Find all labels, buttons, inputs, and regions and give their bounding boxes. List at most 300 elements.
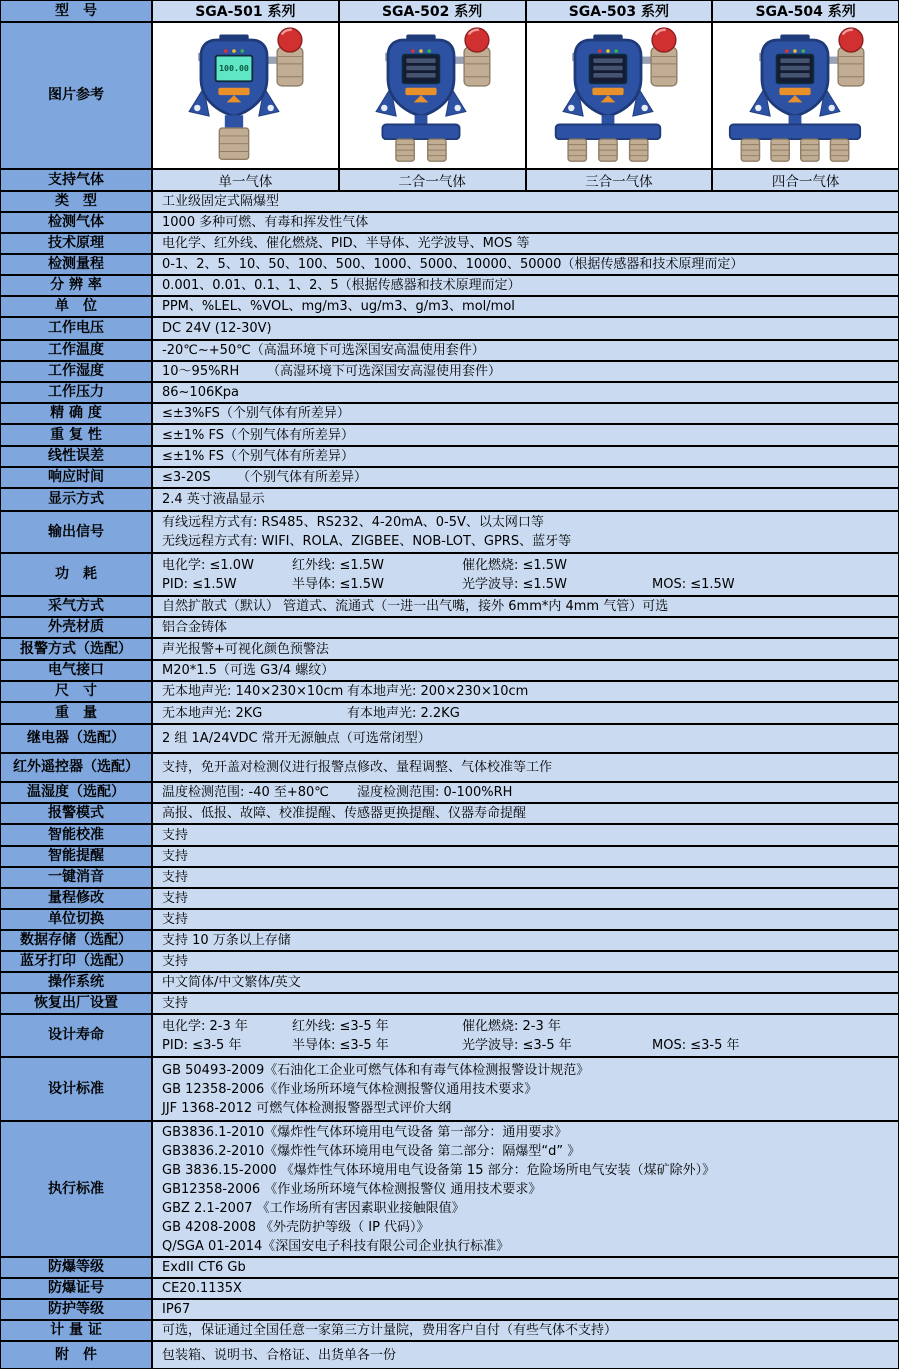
spec-row-label bbox=[1, 1015, 153, 1056]
spec-row-value bbox=[153, 1122, 898, 1256]
spec-row-value bbox=[153, 825, 898, 845]
spec-row-value bbox=[153, 425, 898, 445]
spec-row-label-text: 工作压力 bbox=[48, 384, 104, 401]
spec-row-label bbox=[1, 318, 153, 339]
spec-value-segment: 支持，免开盖对检测仪进行报警点修改、量程调整、气体校准等工作 bbox=[162, 760, 553, 775]
gas-detector-illustration bbox=[354, 27, 510, 165]
supported-gas-row bbox=[1, 170, 898, 192]
spec-row-value bbox=[153, 447, 898, 466]
spec-value-segment: -20℃~+50℃（高温环境下可选深国安高温使用套件） bbox=[162, 343, 485, 358]
spec-value-line bbox=[162, 847, 898, 866]
spec-value-segment: 有线远程方式有: RS485、RS232、4-20mA、0-5V、以太网口等 bbox=[162, 515, 544, 530]
spec-value-segment: 无线远程方式有: WIFI、ROLA、ZIGBEE、NOB-LOT、GPRS、蓝牙等 bbox=[162, 534, 572, 549]
spec-row-value bbox=[153, 682, 898, 701]
spec-row-value bbox=[153, 639, 898, 659]
spec-value-segment: ≤±1% FS（个别气体有所差异） bbox=[162, 427, 355, 443]
spec-value-segment: DC 24V (12-30V) bbox=[162, 321, 272, 336]
spec-row-label-text: 重 量 bbox=[55, 704, 97, 721]
spec-row-label-text: 量程修改 bbox=[48, 890, 104, 907]
spec-value-segment: 有本地声光: 2.2KG bbox=[347, 705, 460, 721]
spec-value-segment: 支持 bbox=[162, 912, 189, 927]
spec-row-label bbox=[1, 597, 153, 616]
spec-row-value bbox=[153, 973, 898, 992]
spec-row bbox=[1, 255, 898, 276]
spec-row-label bbox=[1, 1279, 153, 1298]
spec-row-value bbox=[153, 341, 898, 360]
model-name-cell: SGA-501 系列 bbox=[153, 1, 340, 21]
spec-value-line bbox=[162, 994, 898, 1013]
spec-value-segment: 电化学: 2-3 年 bbox=[162, 1018, 248, 1034]
spec-row-label-text: 设计寿命 bbox=[48, 1027, 104, 1044]
device-image-cell bbox=[527, 23, 714, 168]
spec-value-segment: GB 4208-2008 《外壳防护等级（ IP 代码）》 bbox=[162, 1219, 430, 1235]
spec-row-label bbox=[1, 618, 153, 637]
spec-row bbox=[1, 868, 898, 889]
spec-value-segment: 催化燃烧: ≤1.5W bbox=[462, 557, 567, 573]
spec-value-segment: GB 12358-2006《作业场所环境气体检测报警仪通用技术要求》 bbox=[162, 1081, 538, 1097]
spec-value-line bbox=[162, 1279, 898, 1298]
spec-row bbox=[1, 639, 898, 661]
spec-row bbox=[1, 341, 898, 362]
spec-row-label bbox=[1, 468, 153, 487]
spec-row-value bbox=[153, 318, 898, 339]
spec-row-value bbox=[153, 725, 898, 752]
spec-row-value bbox=[153, 362, 898, 381]
spec-value-segment: 支持 bbox=[162, 827, 189, 843]
spec-row-label-text: 智能提醒 bbox=[48, 848, 104, 865]
spec-value-segment: 自然扩散式（默认） 管道式、流通式（一进一出气嘴，接外 6mm*内 4mm 气管）可选 bbox=[162, 599, 669, 614]
spec-row-value bbox=[153, 468, 898, 487]
spec-value-segment: 湿度检测范围: 0-100%RH bbox=[357, 785, 513, 800]
spec-row-label bbox=[1, 994, 153, 1013]
spec-row-label bbox=[1, 639, 153, 659]
spec-value-segment: 2.4 英寸液晶显示 bbox=[162, 492, 265, 507]
spec-value-segment: 红外线: ≤3-5 年 bbox=[292, 1018, 389, 1034]
spec-value-segment: 半导体: ≤1.5W bbox=[292, 576, 384, 592]
spec-row bbox=[1, 1015, 898, 1058]
spec-rows bbox=[1, 192, 898, 1368]
spec-value-segment: MOS: ≤3-5 年 bbox=[652, 1037, 740, 1053]
spec-row-value bbox=[153, 618, 898, 637]
spec-value-segment: 支持 bbox=[162, 954, 189, 969]
spec-value-line bbox=[162, 1180, 898, 1199]
spec-value-segment: IP67 bbox=[162, 1302, 191, 1317]
spec-value-segment: Q/SGA 01-2014《深国安电子科技有限公司企业执行标准》 bbox=[162, 1238, 510, 1254]
product-image-row bbox=[1, 23, 898, 170]
spec-value-segment: 无本地声光: 2KG bbox=[162, 705, 263, 721]
spec-row bbox=[1, 192, 898, 213]
spec-row-label bbox=[1, 192, 153, 211]
spec-value-segment: （个别气体有所差异） bbox=[237, 470, 368, 485]
spec-row-label bbox=[1, 952, 153, 971]
spec-value-segment: 光学波导: ≤1.5W bbox=[462, 576, 567, 592]
spec-row-label-text: 温湿度（选配） bbox=[27, 784, 125, 801]
model-header-row bbox=[1, 1, 898, 23]
spec-value-segment: GBZ 2.1-2007 《工作场所有害因素职业接触限值》 bbox=[162, 1200, 465, 1216]
spec-row-label bbox=[1, 425, 153, 445]
spec-row-label bbox=[1, 489, 153, 510]
spec-row-label-text: 报警模式 bbox=[48, 805, 104, 822]
spec-row-label-text: 防护等级 bbox=[48, 1301, 104, 1318]
spec-value-segment: 电化学: ≤1.0W bbox=[162, 557, 254, 573]
spec-value-segment: 2 组 1A/24VDC 常开无源触点（可选常闭型） bbox=[162, 731, 431, 746]
spec-value-segment: 支持 bbox=[162, 849, 189, 864]
spec-row-label bbox=[1, 554, 153, 595]
spec-row-label-text: 外壳材质 bbox=[48, 619, 104, 636]
spec-value-segment: 无本地声光: 140×230×10cm bbox=[162, 684, 344, 699]
spec-row-value bbox=[153, 847, 898, 866]
spec-row-value bbox=[153, 804, 898, 823]
spec-row bbox=[1, 804, 898, 825]
spec-row-label-text: 分 辨 率 bbox=[50, 277, 102, 294]
spec-row-value bbox=[153, 597, 898, 616]
spec-row-label bbox=[1, 804, 153, 823]
spec-row-label-text: 检测量程 bbox=[48, 256, 104, 273]
spec-row bbox=[1, 1342, 898, 1368]
spec-value-segment: 催化燃烧: 2-3 年 bbox=[462, 1018, 561, 1034]
spec-value-segment: 红外线: ≤1.5W bbox=[292, 557, 384, 573]
spec-row-label-text: 一键消音 bbox=[48, 869, 104, 886]
spec-row-label bbox=[1, 1300, 153, 1319]
spec-row-label-text: 工作电压 bbox=[48, 320, 104, 337]
spec-row-label bbox=[1, 847, 153, 866]
spec-row-label bbox=[1, 1058, 153, 1120]
spec-row-label bbox=[1, 725, 153, 752]
spec-row-value bbox=[153, 1321, 898, 1340]
spec-row-label-text: 输出信号 bbox=[48, 523, 104, 540]
spec-value-segment: 支持 bbox=[162, 996, 189, 1011]
spec-value-segment: GB12358-2006 《作业场所环境气体检测报警仪 通用技术要求》 bbox=[162, 1181, 542, 1197]
spec-row bbox=[1, 825, 898, 847]
spec-row-label-text: 类 型 bbox=[55, 193, 97, 210]
spec-row-label-text: 智能校准 bbox=[48, 826, 104, 843]
spec-value-line bbox=[162, 1199, 898, 1218]
spec-value-line bbox=[162, 804, 898, 823]
spec-value-segment: GB3836.1-2010《爆炸性气体环境用电气设备 第一部分：通用要求》 bbox=[162, 1124, 568, 1140]
spec-row bbox=[1, 931, 898, 952]
spec-row-label bbox=[1, 276, 153, 295]
gas-row-label-text: 支持气体 bbox=[48, 171, 104, 188]
spec-value-segment: （高湿环境下可选深国安高湿使用套件） bbox=[267, 364, 502, 379]
spec-row-label bbox=[1, 703, 153, 723]
spec-value-segment: 高报、低报、故障、校准提醒、传感器更换提醒、仪器寿命提醒 bbox=[162, 806, 527, 821]
spec-row-value bbox=[153, 1258, 898, 1277]
spec-value-line bbox=[162, 889, 898, 908]
spec-row-label-text: 线性误差 bbox=[48, 448, 104, 465]
spec-row-value bbox=[153, 234, 898, 253]
device-image-cell bbox=[153, 23, 340, 168]
spec-value-line bbox=[162, 426, 898, 445]
spec-value-line bbox=[162, 192, 898, 211]
spec-row-value bbox=[153, 213, 898, 232]
spec-row-value bbox=[153, 994, 898, 1013]
spec-row bbox=[1, 1122, 898, 1258]
spec-value-line bbox=[162, 1099, 898, 1118]
spec-value-line bbox=[162, 783, 898, 802]
device-image-cell bbox=[340, 23, 527, 168]
spec-value-line bbox=[162, 1017, 898, 1036]
spec-row-label-text: 蓝牙打印（选配） bbox=[20, 953, 132, 970]
spec-value-segment: 0.001、0.01、0.1、1、2、5（根据传感器和技术原理而定） bbox=[162, 278, 521, 293]
spec-row bbox=[1, 1300, 898, 1321]
spec-row-label-text: 数据存储（选配） bbox=[20, 932, 132, 949]
spec-row bbox=[1, 910, 898, 931]
spec-row-value bbox=[153, 889, 898, 908]
spec-row-label bbox=[1, 1122, 153, 1256]
spec-row-label-text: 计 量 证 bbox=[50, 1322, 102, 1339]
spec-value-line bbox=[162, 575, 898, 594]
spec-value-line bbox=[162, 341, 898, 360]
spec-row-label bbox=[1, 297, 153, 316]
spec-value-segment: ≤3-20S bbox=[162, 470, 211, 485]
spec-value-line bbox=[162, 973, 898, 992]
spec-row-label bbox=[1, 889, 153, 908]
spec-row bbox=[1, 618, 898, 639]
spec-row-label-text: 单位切换 bbox=[48, 911, 104, 928]
spec-row bbox=[1, 847, 898, 868]
model-name-cell: SGA-504 系列 bbox=[713, 1, 898, 21]
spec-row-label bbox=[1, 234, 153, 253]
spec-row bbox=[1, 682, 898, 703]
spec-value-line bbox=[162, 1142, 898, 1161]
spec-row bbox=[1, 276, 898, 297]
spec-value-segment: 温度检测范围: -40 至+80℃ bbox=[162, 785, 329, 800]
model-name-cell: SGA-503 系列 bbox=[527, 1, 714, 21]
spec-row bbox=[1, 425, 898, 447]
spec-row-label bbox=[1, 1321, 153, 1340]
spec-row bbox=[1, 1058, 898, 1122]
spec-value-line bbox=[162, 682, 898, 701]
spec-value-line bbox=[162, 556, 898, 575]
model-name-cell: SGA-502 系列 bbox=[340, 1, 527, 21]
spec-row bbox=[1, 754, 898, 783]
spec-row bbox=[1, 952, 898, 973]
spec-value-line bbox=[162, 1321, 898, 1340]
spec-value-segment: PID: ≤1.5W bbox=[162, 576, 237, 592]
model-row-label-text: 型 号 bbox=[55, 2, 97, 19]
spec-row-value bbox=[153, 383, 898, 402]
spec-value-line bbox=[162, 1237, 898, 1256]
spec-row bbox=[1, 213, 898, 234]
spec-value-line bbox=[162, 513, 898, 532]
spec-value-line bbox=[162, 618, 898, 637]
spec-row-label bbox=[1, 362, 153, 381]
spec-value-segment: 10～95%RH bbox=[162, 364, 240, 379]
spec-row bbox=[1, 512, 898, 554]
spec-row bbox=[1, 383, 898, 404]
spec-row bbox=[1, 889, 898, 910]
spec-row-label bbox=[1, 341, 153, 360]
spec-row-value bbox=[153, 952, 898, 971]
spec-value-segment: 支持 10 万条以上存储 bbox=[162, 933, 291, 948]
spec-value-line bbox=[162, 213, 898, 232]
spec-row-label bbox=[1, 973, 153, 992]
device-image-cell bbox=[713, 23, 898, 168]
spec-row-label bbox=[1, 255, 153, 274]
spec-row bbox=[1, 1258, 898, 1279]
spec-row-label bbox=[1, 1342, 153, 1368]
spec-value-line bbox=[162, 729, 898, 748]
spec-row-value bbox=[153, 276, 898, 295]
spec-value-segment: 86~106Kpa bbox=[162, 385, 239, 400]
image-row-label bbox=[1, 23, 153, 168]
spec-row-label bbox=[1, 868, 153, 887]
spec-row-label bbox=[1, 383, 153, 402]
spec-value-line bbox=[162, 931, 898, 950]
spec-value-line bbox=[162, 447, 898, 466]
spec-row-label-text: 恢复出厂设置 bbox=[34, 995, 118, 1012]
spec-row bbox=[1, 447, 898, 468]
spec-value-segment: 铝合金铸体 bbox=[162, 620, 228, 635]
spec-row bbox=[1, 725, 898, 754]
spec-value-line bbox=[162, 826, 898, 845]
spec-row bbox=[1, 973, 898, 994]
spec-row-label-text: 采气方式 bbox=[48, 598, 104, 615]
spec-row-value bbox=[153, 192, 898, 211]
spec-value-segment: 包装箱、说明书、合格证、出货单各一份 bbox=[162, 1347, 397, 1363]
spec-row-label-text: 设计标准 bbox=[48, 1080, 104, 1097]
spec-row-label-text: 电气接口 bbox=[48, 662, 104, 679]
spec-row-value bbox=[153, 512, 898, 552]
spec-value-segment: 光学波导: ≤3-5 年 bbox=[462, 1037, 572, 1053]
spec-row-label bbox=[1, 213, 153, 232]
spec-value-line bbox=[162, 758, 898, 777]
spec-value-segment: ≤±3%FS（个别气体有所差异） bbox=[162, 406, 350, 421]
spec-row-label bbox=[1, 783, 153, 802]
svg-text:100.00: 100.00 bbox=[219, 62, 250, 73]
spec-row-label bbox=[1, 512, 153, 552]
image-row-label-text: 图片参考 bbox=[48, 87, 104, 104]
model-cells bbox=[153, 1, 898, 21]
spec-row-label bbox=[1, 1258, 153, 1277]
spec-value-line bbox=[162, 532, 898, 551]
spec-row-label bbox=[1, 754, 153, 781]
spec-value-segment: 半导体: ≤3-5 年 bbox=[292, 1037, 389, 1053]
spec-row bbox=[1, 297, 898, 318]
spec-value-segment: 有本地声光: 200×230×10cm bbox=[347, 684, 529, 699]
spec-row-label-text: 单 位 bbox=[55, 298, 97, 315]
gas-type-cell: 二合一气体 bbox=[340, 170, 527, 190]
gas-row-label bbox=[1, 170, 153, 190]
spec-value-line bbox=[162, 234, 898, 253]
spec-row bbox=[1, 468, 898, 489]
spec-value-line bbox=[162, 1300, 898, 1319]
spec-row-label bbox=[1, 404, 153, 423]
spec-row bbox=[1, 783, 898, 804]
spec-value-segment: CE20.1135X bbox=[162, 1281, 242, 1296]
spec-value-line bbox=[162, 1036, 898, 1055]
spec-row-value bbox=[153, 703, 898, 723]
spec-row-label bbox=[1, 447, 153, 466]
spec-row bbox=[1, 703, 898, 725]
spec-row-value bbox=[153, 1342, 898, 1368]
device-image-cells bbox=[153, 23, 898, 168]
spec-value-segment: 1000 多种可燃、有毒和挥发性气体 bbox=[162, 215, 369, 230]
spec-value-line bbox=[162, 362, 898, 381]
spec-value-line bbox=[162, 704, 898, 723]
spec-value-line bbox=[162, 1123, 898, 1142]
spec-value-line bbox=[162, 1161, 898, 1180]
spec-row-value bbox=[153, 783, 898, 802]
spec-row-value bbox=[153, 489, 898, 510]
spec-row-value bbox=[153, 661, 898, 680]
spec-value-segment: 支持 bbox=[162, 870, 189, 885]
spec-row-value bbox=[153, 910, 898, 929]
spec-value-line bbox=[162, 490, 898, 509]
gas-type-cells bbox=[153, 170, 898, 190]
spec-value-line bbox=[162, 1258, 898, 1277]
spec-value-line bbox=[162, 319, 898, 338]
spec-value-line bbox=[162, 868, 898, 887]
spec-row-label-text: 精 确 度 bbox=[50, 405, 102, 422]
spec-row-label-text: 工作湿度 bbox=[48, 363, 104, 380]
spec-row-label-text: 检测气体 bbox=[48, 214, 104, 231]
spec-row-value bbox=[153, 1300, 898, 1319]
gas-detector-illustration bbox=[167, 27, 323, 165]
spec-row-label bbox=[1, 825, 153, 845]
gas-type-cell: 三合一气体 bbox=[527, 170, 714, 190]
spec-value-segment: 支持 bbox=[162, 891, 189, 906]
spec-value-line bbox=[162, 404, 898, 423]
spec-value-line bbox=[162, 640, 898, 659]
spec-row-label-text: 执行标准 bbox=[48, 1180, 104, 1197]
spec-row-label-text: 红外遥控器（选配） bbox=[13, 759, 139, 776]
spec-value-line bbox=[162, 910, 898, 929]
spec-row-label-text: 重 复 性 bbox=[50, 426, 102, 443]
spec-row bbox=[1, 404, 898, 425]
spec-value-segment: M20*1.5（可选 G3/4 螺纹） bbox=[162, 663, 335, 678]
spec-row bbox=[1, 318, 898, 341]
spec-row-label-text: 防爆等级 bbox=[48, 1259, 104, 1276]
spec-value-segment: PPM、%LEL、%VOL、mg/m3、ug/m3、g/m3、mol/mol bbox=[162, 299, 515, 314]
spec-row-value bbox=[153, 931, 898, 950]
spec-row bbox=[1, 994, 898, 1015]
spec-row-label-text: 技术原理 bbox=[48, 235, 104, 252]
gas-detector-illustration bbox=[728, 27, 884, 165]
spec-value-segment: 0-1、2、5、10、50、100、500、1000、5000、10000、50000（根据传感器和技术原理而定） bbox=[162, 257, 744, 272]
spec-value-line bbox=[162, 1061, 898, 1080]
spec-row bbox=[1, 489, 898, 512]
spec-value-line bbox=[162, 1080, 898, 1099]
spec-value-line bbox=[162, 661, 898, 680]
spec-row-label bbox=[1, 661, 153, 680]
spec-value-segment: MOS: ≤1.5W bbox=[652, 576, 735, 592]
spec-value-segment: GB 3836.15-2000 《爆炸性气体环境用电气设备第 15 部分：危险场所电气安装（煤矿除外）》 bbox=[162, 1162, 716, 1178]
spec-row-label bbox=[1, 682, 153, 701]
spec-row-label-text: 工作温度 bbox=[48, 342, 104, 359]
spec-row bbox=[1, 1279, 898, 1300]
spec-value-segment: JJF 1368-2012 可燃气体检测报警器型式评价大纲 bbox=[162, 1100, 452, 1116]
spec-row bbox=[1, 1321, 898, 1342]
spec-value-line bbox=[162, 297, 898, 316]
spec-value-segment: ≤±1% FS（个别气体有所差异） bbox=[162, 449, 355, 464]
spec-row-value bbox=[153, 1015, 898, 1056]
spec-value-segment: ExdII CT6 Gb bbox=[162, 1260, 246, 1275]
spec-row-label-text: 报警方式（选配） bbox=[20, 640, 132, 657]
spec-value-segment: GB3836.2-2010《爆炸性气体环境用电气设备 第二部分：隔爆型“d” 》 bbox=[162, 1143, 581, 1159]
spec-value-segment: 电化学、红外线、催化燃烧、PID、半导体、光学波导、MOS 等 bbox=[162, 236, 530, 251]
spec-value-line bbox=[162, 952, 898, 971]
spec-value-line bbox=[162, 276, 898, 295]
spec-row-value bbox=[153, 404, 898, 423]
spec-row-label-text: 继电器（选配） bbox=[27, 730, 125, 747]
gas-type-cell: 四合一气体 bbox=[713, 170, 898, 190]
spec-row-value bbox=[153, 754, 898, 781]
spec-row bbox=[1, 661, 898, 682]
spec-row-label-text: 功 耗 bbox=[55, 566, 97, 583]
spec-row-label-text: 显示方式 bbox=[48, 491, 104, 508]
spec-value-segment: 声光报警+可视化颜色预警法 bbox=[162, 641, 329, 657]
